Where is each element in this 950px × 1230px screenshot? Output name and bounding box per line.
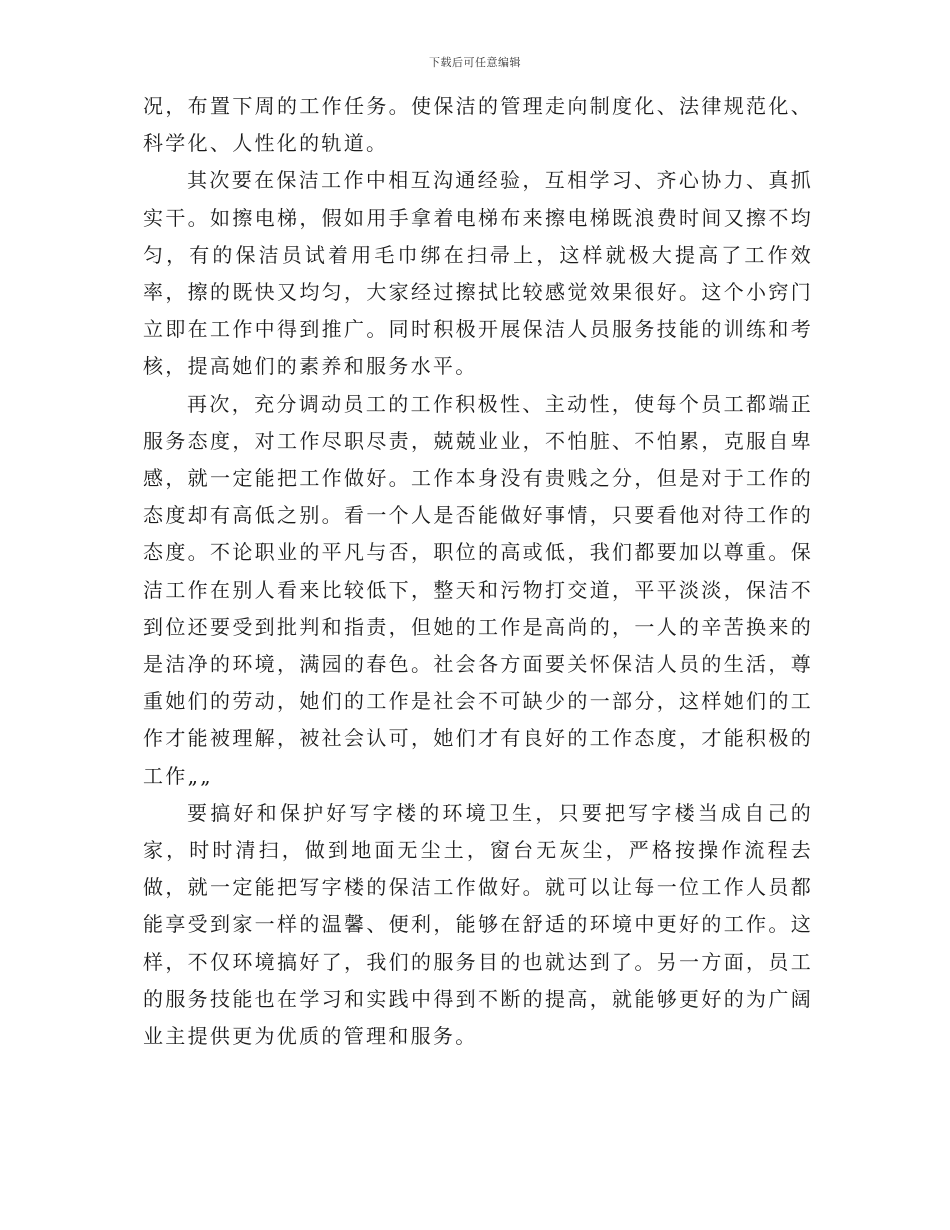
document-body xyxy=(143,88,813,1055)
paragraph: 再次，充分调动员工的工作积极性、主动性，使每个员工都端正服务态度，对工作尽职尽责，兢兢业业，不怕脏、不怕累，克服自卑感，就一定能把工作做好。工作本身没有贵贱之分，但是对于工作的态度却有高低之别。看一个人是否能做好事情，只要看他对待工作的态度。不论职业的平凡与否，职位的高或低，我们都要加以尊重。保洁工作在别人看来比较低下，整天和污物打交道，平平淡淡，保洁不到位还要受到批判和指责，但她的工作是高尚的，一人的辛苦换来的是洁净的环境，满园的春色。社会各方面要关怀保洁人员的生活，尊重她们的劳动，她们的工作是社会不可缺少的一部分，这样她们的工作才能被理解，被社会认可，她们才有良好的工作态度，才能积极的工作„„ xyxy=(143,391,813,788)
paragraph: 况，布置下周的工作任务。使保洁的管理走向制度化、法律规范化、科学化、人性化的轨道。 xyxy=(143,94,813,156)
paragraph: 要搞好和保护好写字楼的环境卫生，只要把写字楼当成自己的家，时时清扫，做到地面无尘土，窗台无灰尘，严格按操作流程去做，就一定能把写字楼的保洁工作做好。就可以让每一位工作人员都能享受到家一样的温馨、便利，能够在舒适的环境中更好的工作。这样，不仅环境搞好了，我们的服务目的也就达到了。另一方面，员工的服务技能也在学习和实践中得到不断的提高，就能够更好的为广阔业主提供更为优质的管理和服务。 xyxy=(143,800,813,1049)
paragraph: 其次要在保洁工作中相互沟通经验，互相学习、齐心协力、真抓实干。如擦电梯，假如用手拿着电梯布来擦电梯既浪费时间又擦不均匀，有的保洁员试着用毛巾绑在扫帚上，这样就极大提高了工作效率，擦的既快又均匀，大家经过擦拭比较感觉效果很好。这个小窍门立即在工作中得到推广。同时积极开展保洁人员服务技能的训练和考核，提高她们的素养和服务水平。 xyxy=(143,168,813,379)
page-header: 下载后可任意编辑 xyxy=(429,56,521,69)
